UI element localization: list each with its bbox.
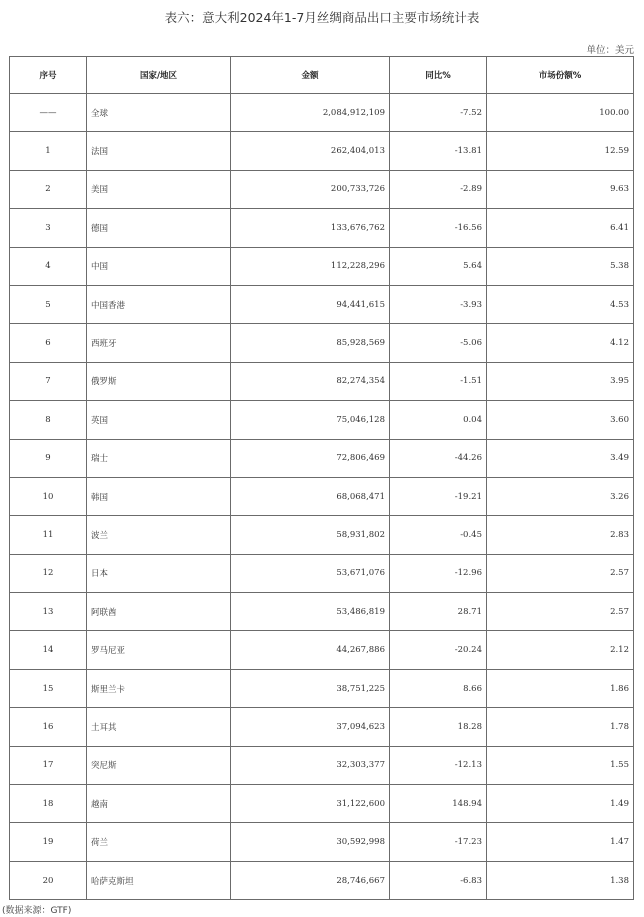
table-row bbox=[10, 285, 634, 323]
cell-country: 英国 bbox=[87, 401, 231, 439]
cell-amount: 53,671,076 bbox=[231, 554, 390, 592]
cell-share: 1.86 bbox=[487, 669, 634, 707]
cell-share: 4.53 bbox=[487, 285, 634, 323]
cell-country: 荷兰 bbox=[87, 823, 231, 861]
cell-amount: 28,746,667 bbox=[231, 861, 390, 899]
cell-yoy: -6.83 bbox=[390, 861, 487, 899]
cell-yoy: -1.51 bbox=[390, 362, 487, 400]
cell-amount: 2,084,912,109 bbox=[231, 94, 390, 132]
cell-share: 3.49 bbox=[487, 439, 634, 477]
cell-amount: 58,931,802 bbox=[231, 516, 390, 554]
cell-share: 12.59 bbox=[487, 132, 634, 170]
cell-country: 中国香港 bbox=[87, 285, 231, 323]
cell-country: 日本 bbox=[87, 554, 231, 592]
cell-yoy: -12.13 bbox=[390, 746, 487, 784]
export-market-table bbox=[9, 56, 634, 900]
table-row bbox=[10, 209, 634, 247]
table-row bbox=[10, 401, 634, 439]
cell-amount: 37,094,623 bbox=[231, 708, 390, 746]
cell-index: 1 bbox=[10, 132, 87, 170]
cell-index: 19 bbox=[10, 823, 87, 861]
cell-country: 俄罗斯 bbox=[87, 362, 231, 400]
cell-share: 2.83 bbox=[487, 516, 634, 554]
table-row bbox=[10, 362, 634, 400]
cell-index: 11 bbox=[10, 516, 87, 554]
page-title: 表六：意大利2024年1-7月丝绸商品出口主要市场统计表 bbox=[164, 10, 480, 25]
cell-country: 突尼斯 bbox=[87, 746, 231, 784]
cell-index: 15 bbox=[10, 669, 87, 707]
table-row bbox=[10, 324, 634, 362]
cell-index: 8 bbox=[10, 401, 87, 439]
cell-index: 18 bbox=[10, 785, 87, 823]
cell-index: 9 bbox=[10, 439, 87, 477]
header-amount: 金额 bbox=[231, 57, 390, 94]
cell-index: 16 bbox=[10, 708, 87, 746]
cell-share: 1.49 bbox=[487, 785, 634, 823]
cell-share: 2.12 bbox=[487, 631, 634, 669]
table-row bbox=[10, 785, 634, 823]
table-row bbox=[10, 746, 634, 784]
cell-share: 3.26 bbox=[487, 477, 634, 515]
table-row bbox=[10, 94, 634, 132]
cell-yoy: -3.93 bbox=[390, 285, 487, 323]
cell-share: 1.78 bbox=[487, 708, 634, 746]
table-row bbox=[10, 516, 634, 554]
cell-country: 法国 bbox=[87, 132, 231, 170]
header-index: 序号 bbox=[10, 57, 87, 94]
cell-share: 6.41 bbox=[487, 209, 634, 247]
cell-amount: 85,928,569 bbox=[231, 324, 390, 362]
cell-amount: 112,228,296 bbox=[231, 247, 390, 285]
cell-share: 2.57 bbox=[487, 554, 634, 592]
cell-share: 3.95 bbox=[487, 362, 634, 400]
cell-yoy: -5.06 bbox=[390, 324, 487, 362]
cell-country: 西班牙 bbox=[87, 324, 231, 362]
cell-index: 14 bbox=[10, 631, 87, 669]
cell-index: 20 bbox=[10, 861, 87, 899]
cell-index: 5 bbox=[10, 285, 87, 323]
header-country: 国家/地区 bbox=[87, 57, 231, 94]
cell-amount: 53,486,819 bbox=[231, 593, 390, 631]
cell-index: 12 bbox=[10, 554, 87, 592]
cell-amount: 72,806,469 bbox=[231, 439, 390, 477]
cell-yoy: -7.52 bbox=[390, 94, 487, 132]
cell-country: 中国 bbox=[87, 247, 231, 285]
cell-amount: 200,733,726 bbox=[231, 170, 390, 208]
cell-amount: 30,592,998 bbox=[231, 823, 390, 861]
cell-yoy: -13.81 bbox=[390, 132, 487, 170]
cell-country: 土耳其 bbox=[87, 708, 231, 746]
cell-country: 美国 bbox=[87, 170, 231, 208]
table-row bbox=[10, 132, 634, 170]
cell-yoy: -44.26 bbox=[390, 439, 487, 477]
cell-yoy: 18.28 bbox=[390, 708, 487, 746]
table-header-row bbox=[10, 57, 634, 94]
cell-index: 2 bbox=[10, 170, 87, 208]
table-row bbox=[10, 861, 634, 899]
cell-share: 1.47 bbox=[487, 823, 634, 861]
cell-yoy: 5.64 bbox=[390, 247, 487, 285]
cell-share: 2.57 bbox=[487, 593, 634, 631]
cell-country: 波兰 bbox=[87, 516, 231, 554]
table-body bbox=[10, 94, 634, 900]
cell-yoy: -12.96 bbox=[390, 554, 487, 592]
cell-share: 4.12 bbox=[487, 324, 634, 362]
table-row bbox=[10, 170, 634, 208]
cell-yoy: -2.89 bbox=[390, 170, 487, 208]
table-row bbox=[10, 669, 634, 707]
cell-share: 5.38 bbox=[487, 247, 634, 285]
cell-index: 17 bbox=[10, 746, 87, 784]
cell-amount: 68,068,471 bbox=[231, 477, 390, 515]
cell-country: 德国 bbox=[87, 209, 231, 247]
unit-label: 单位：美元 bbox=[586, 45, 634, 56]
data-source-note: (数据来源：GTF) bbox=[2, 906, 72, 916]
cell-amount: 44,267,886 bbox=[231, 631, 390, 669]
header-share: 市场份额% bbox=[487, 57, 634, 94]
cell-country: 韩国 bbox=[87, 477, 231, 515]
table-row bbox=[10, 554, 634, 592]
cell-share: 100.00 bbox=[487, 94, 634, 132]
cell-index: —— bbox=[10, 94, 87, 132]
cell-index: 7 bbox=[10, 362, 87, 400]
cell-yoy: 28.71 bbox=[390, 593, 487, 631]
cell-country: 越南 bbox=[87, 785, 231, 823]
cell-amount: 82,274,354 bbox=[231, 362, 390, 400]
cell-amount: 133,676,762 bbox=[231, 209, 390, 247]
cell-yoy: 148.94 bbox=[390, 785, 487, 823]
cell-index: 13 bbox=[10, 593, 87, 631]
table-row bbox=[10, 631, 634, 669]
header-yoy: 同比% bbox=[390, 57, 487, 94]
cell-amount: 94,441,615 bbox=[231, 285, 390, 323]
table-row bbox=[10, 823, 634, 861]
cell-yoy: -16.56 bbox=[390, 209, 487, 247]
cell-amount: 262,404,013 bbox=[231, 132, 390, 170]
cell-yoy: -20.24 bbox=[390, 631, 487, 669]
cell-index: 10 bbox=[10, 477, 87, 515]
cell-country: 瑞士 bbox=[87, 439, 231, 477]
cell-amount: 32,303,377 bbox=[231, 746, 390, 784]
cell-yoy: 0.04 bbox=[390, 401, 487, 439]
table-row bbox=[10, 593, 634, 631]
cell-country: 阿联酋 bbox=[87, 593, 231, 631]
cell-share: 1.38 bbox=[487, 861, 634, 899]
cell-country: 哈萨克斯坦 bbox=[87, 861, 231, 899]
table-row bbox=[10, 247, 634, 285]
cell-yoy: -17.23 bbox=[390, 823, 487, 861]
cell-country: 斯里兰卡 bbox=[87, 669, 231, 707]
cell-index: 3 bbox=[10, 209, 87, 247]
cell-index: 4 bbox=[10, 247, 87, 285]
cell-amount: 38,751,225 bbox=[231, 669, 390, 707]
cell-amount: 75,046,128 bbox=[231, 401, 390, 439]
cell-index: 6 bbox=[10, 324, 87, 362]
cell-share: 3.60 bbox=[487, 401, 634, 439]
cell-amount: 31,122,600 bbox=[231, 785, 390, 823]
cell-yoy: -0.45 bbox=[390, 516, 487, 554]
table-row bbox=[10, 708, 634, 746]
cell-share: 1.55 bbox=[487, 746, 634, 784]
cell-country: 全球 bbox=[87, 94, 231, 132]
cell-yoy: -19.21 bbox=[390, 477, 487, 515]
table-row bbox=[10, 439, 634, 477]
cell-yoy: 8.66 bbox=[390, 669, 487, 707]
cell-share: 9.63 bbox=[487, 170, 634, 208]
table-row bbox=[10, 477, 634, 515]
cell-country: 罗马尼亚 bbox=[87, 631, 231, 669]
